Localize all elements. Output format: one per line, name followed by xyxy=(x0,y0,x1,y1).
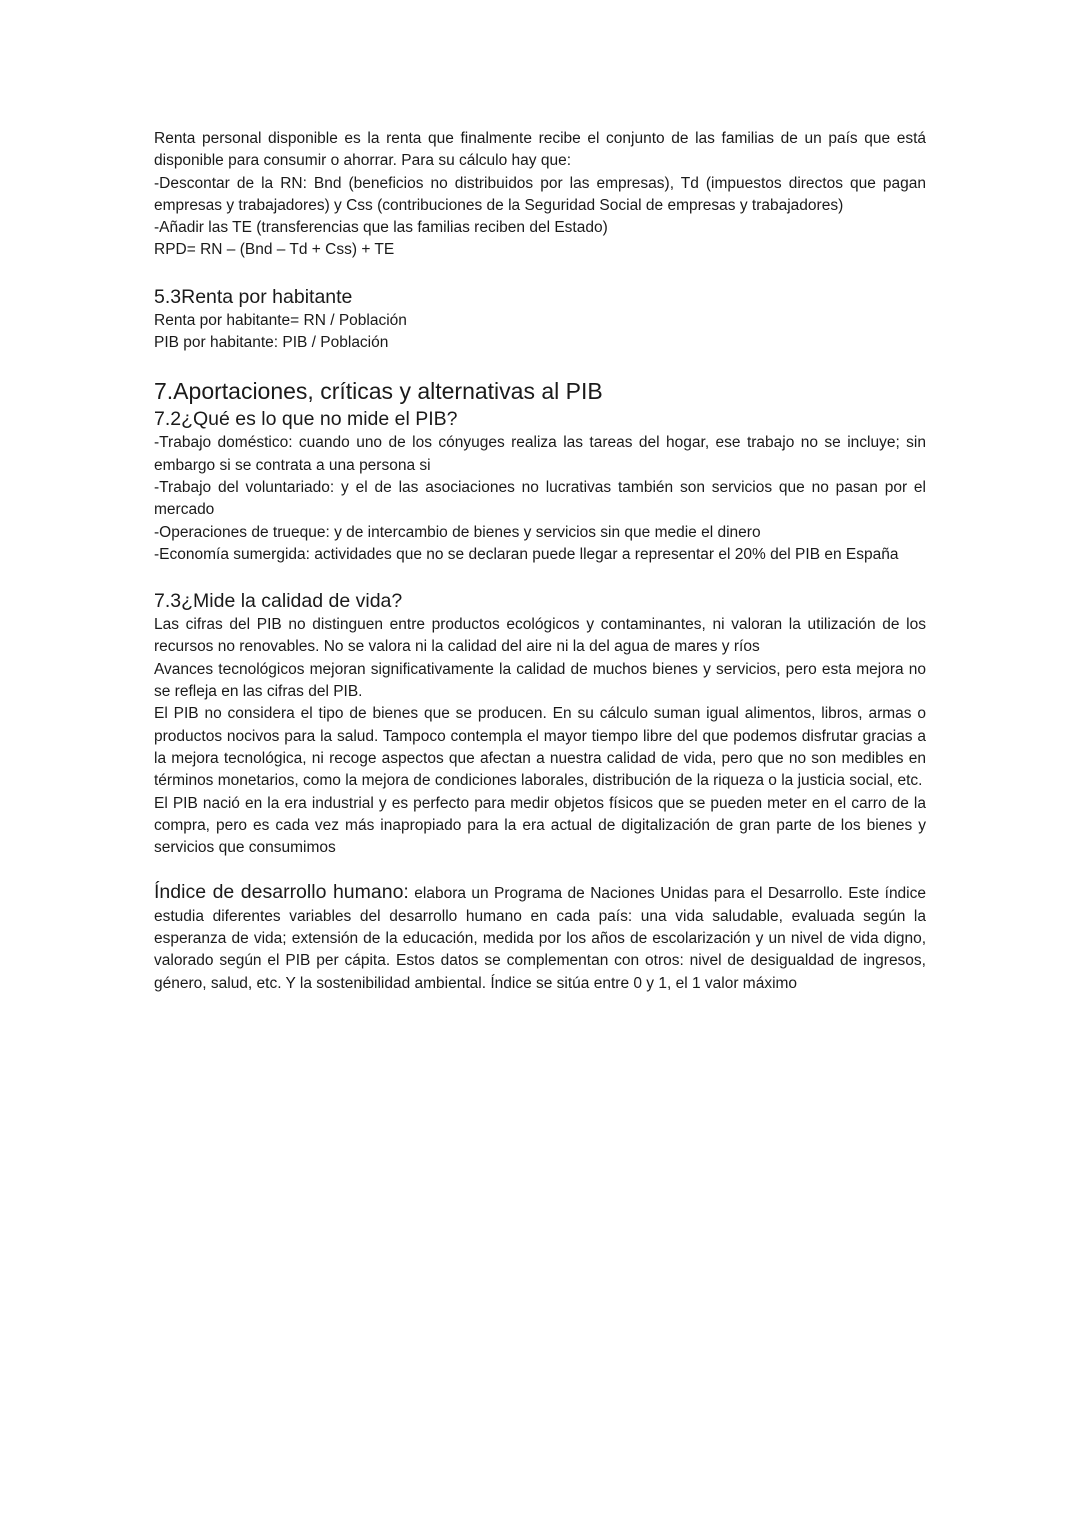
calidad-paragraph: Las cifras del PIB no distinguen entre productos ecológicos y contaminantes, ni valoran la utilización de los recursos no renovables. No se valora ni la calidad del aire ni la del agua de mares y ríos xyxy=(154,616,926,656)
idh-paragraph xyxy=(154,881,926,994)
renta-habitante-line2: PIB por habitante: PIB / Población xyxy=(154,334,389,352)
list-item: -Economía sumergida: actividades que no se declaran puede llegar a representar el 20% del PIB en España xyxy=(154,545,899,563)
calidad-paragraph: El PIB no considera el tipo de bienes que se producen. En su cálculo suman igual alimentos, libros, armas o productos nocivos para la salud. Tampoco contempla el mayor tiempo libre del que podemos disfrutar gracias a la mejora tecnológica, ni recoge aspectos que afectan a nuestra calidad de vida, pero que no son medibles en términos monetarios, como la mejora de condiciones laborales, distribución de la riqueza o la justicia social, etc. xyxy=(154,705,926,790)
rpd-formula: RPD= RN – (Bnd – Td + Css) + TE xyxy=(154,241,395,259)
heading-aportaciones: 7.Aportaciones, críticas y alternativas al PIB xyxy=(154,378,603,405)
rpd-descontar: -Descontar de la RN: Bnd (beneficios no distribuidos por las empresas), Td (impuestos directos que pagan empresas y trabajadores) y Css (contribuciones de la Seguridad Social de empresas y trabajadores) xyxy=(154,174,926,214)
rpd-anadir: -Añadir las TE (transferencias que las familias reciben del Estado) xyxy=(154,219,608,237)
rpd-intro: Renta personal disponible es la renta que finalmente recibe el conjunto de las familias de un país que está disponible para consumir o ahorrar. Para su cálculo hay que: xyxy=(154,130,926,170)
heading-renta-habitante: 5.3Renta por habitante xyxy=(154,285,353,308)
idh-term: Índice de desarrollo humano: xyxy=(154,881,409,904)
list-item: -Trabajo del voluntariado: y el de las asociaciones no lucrativas también son servicios que no pasan por el mercado xyxy=(154,478,926,519)
subheading-no-mide: 7.2¿Qué es lo que no mide el PIB? xyxy=(154,408,458,431)
renta-habitante-line1: Renta por habitante= RN / Población xyxy=(154,311,407,329)
list-item: -Trabajo doméstico: cuando uno de los cónyuges realiza las tareas del hogar, ese trabajo no se incluye; sin embargo si se contrata a una persona si xyxy=(154,434,926,474)
heading-calidad-vida: 7.3¿Mide la calidad de vida? xyxy=(154,590,403,613)
calidad-paragraph: El PIB nació en la era industrial y es perfecto para medir objetos físicos que se pueden meter en el carro de la compra, pero es cada vez más inapropiado para la era actual de digitalización de gran parte de los bienes y servicios que consumimos xyxy=(154,794,926,857)
list-item: -Operaciones de trueque: y de intercambio de bienes y servicios sin que medie el dinero xyxy=(154,523,761,541)
calidad-paragraph: Avances tecnológicos mejoran significativamente la calidad de muchos bienes y servicios, pero esta mejora no se refleja en las cifras del PIB. xyxy=(154,660,926,701)
idh-body: elabora un Programa de Naciones Unidas para el Desarrollo. Este índice estudia diferentes variables del desarrollo humano en cada país: una vida saludable, evaluada según la esperanza de vida; extensión de la educación, medida por los años de escolarización y un nivel de vida digno, valorado según el PIB per cápita. Estos datos se complementan con otros: nivel de desigualdad de ingresos, género, salud, etc. Y la sostenibilidad ambiental. Índice se sitúa entre 0 y 1, el 1 valor máximo xyxy=(154,885,926,992)
document-page xyxy=(154,128,926,995)
